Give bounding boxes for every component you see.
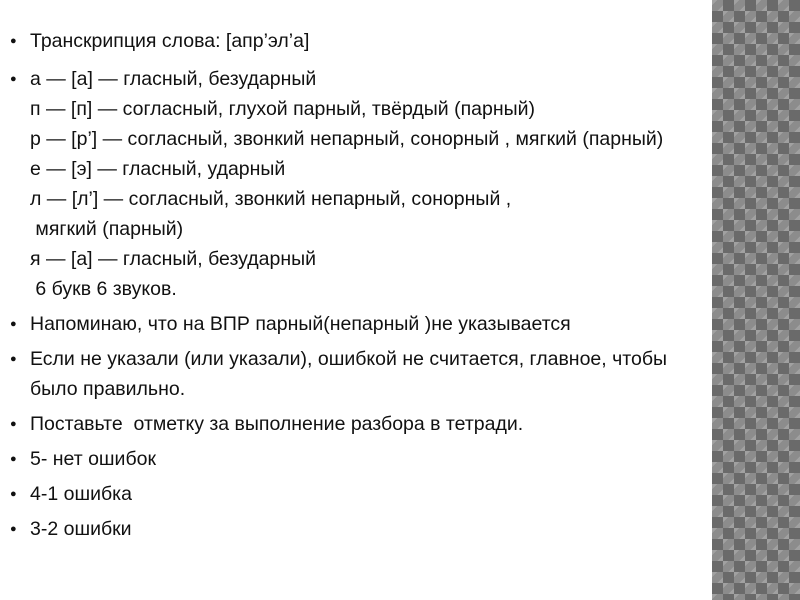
bullet-line: л — [л’] — согласный, звонкий непарный, сонорный , xyxy=(30,188,512,210)
bullet-line: Если не указали (или указали), ошибкой не считается, главное, чтобы xyxy=(30,348,668,370)
bullet-dot-icon: ● xyxy=(10,488,17,500)
bullet-reminder xyxy=(10,309,800,339)
bullet-dot-icon: ● xyxy=(10,418,17,430)
bullet-line: р — [р’] — согласный, звонкий непарный, сонорный , мягкий (парный) xyxy=(30,128,664,150)
bullet-line: Напоминаю, что на ВПР парный(непарный )не указывается xyxy=(30,313,571,335)
bullet-line: я — [а] — гласный, безударный xyxy=(30,248,317,270)
bullet-letter-analysis xyxy=(10,64,800,304)
bullet-grade-5 xyxy=(10,444,800,474)
bullet-dot-icon: ● xyxy=(10,523,17,535)
bullet-dot-icon: ● xyxy=(10,353,17,365)
bullet-line: Транскрипция слова: [апр’эл’а] xyxy=(30,30,310,52)
bullet-note xyxy=(10,344,800,404)
bullet-line: а — [а] — гласный, безударный xyxy=(30,68,317,90)
bullet-line: 4-1 ошибка xyxy=(30,483,132,505)
bullet-dot-icon: ● xyxy=(10,318,17,330)
bullet-line: е — [э] — гласный, ударный xyxy=(30,158,286,180)
bullet-line: 3-2 ошибки xyxy=(30,518,132,540)
bullet-line: было правильно. xyxy=(30,378,186,400)
slide-content xyxy=(10,26,800,549)
bullet-grade-4 xyxy=(10,479,800,509)
bullet-line: Поставьте отметку за выполнение разбора в тетради. xyxy=(30,413,524,435)
bullet-instruction xyxy=(10,409,800,439)
bullet-line: 6 букв 6 звуков. xyxy=(30,278,177,300)
bullet-line: 5- нет ошибок xyxy=(30,448,156,470)
bullet-transcription xyxy=(10,26,800,56)
bullet-line: мягкий (парный) xyxy=(30,218,184,240)
bullet-dot-icon: ● xyxy=(10,73,17,85)
bullet-dot-icon: ● xyxy=(10,35,17,47)
bullet-grade-3 xyxy=(10,514,800,544)
bullet-line: п — [п] — согласный, глухой парный, твёрдый (парный) xyxy=(30,98,536,120)
bullet-dot-icon: ● xyxy=(10,453,17,465)
